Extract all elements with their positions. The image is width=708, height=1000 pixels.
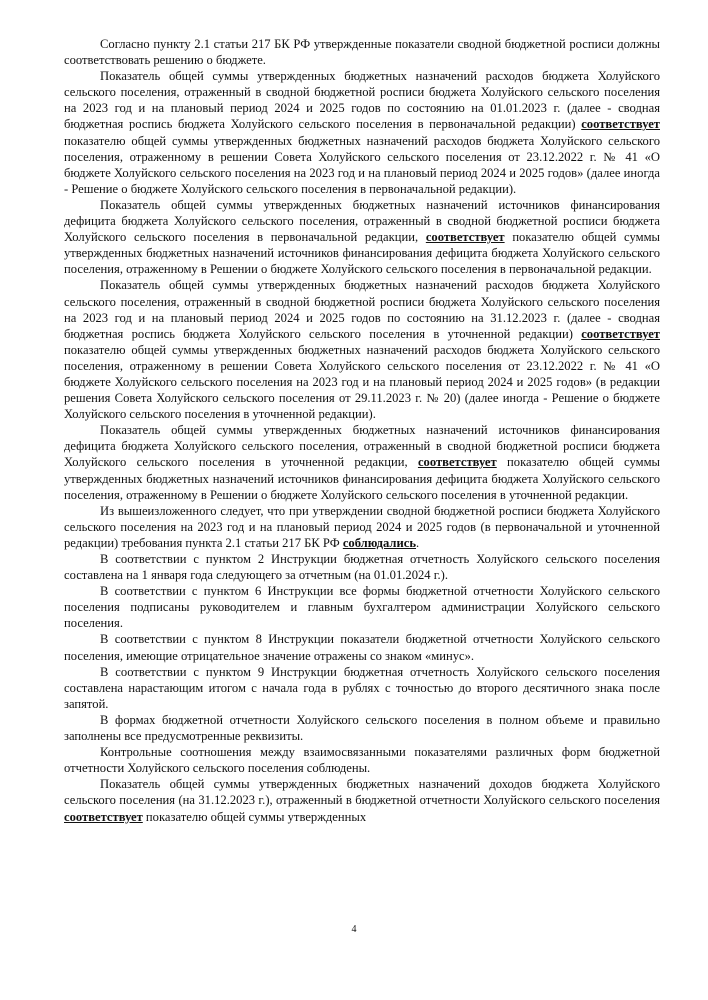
paragraph <box>64 664 660 712</box>
paragraph <box>64 503 660 551</box>
text-run: Показатель общей суммы утвержденных бюджетных назначений источников финансирования дефицита бюджета Холуйского сельского поселения, отраженный в сводной бюджетной росписи бюджета Холуйского сельского поселения в уточненной редакции, <box>64 423 660 470</box>
paragraph <box>64 68 660 197</box>
text-run: Контрольные соотношения между взаимосвязанными показателями различных форм бюджетной отчетности Холуйского сельского поселения соблюдены. <box>64 745 660 776</box>
emphasized-text: соответствует <box>64 809 143 824</box>
paragraph <box>64 744 660 776</box>
document-body <box>64 36 660 825</box>
text-run: В соответствии с пунктом 2 Инструкции бюджетная отчетность Холуйского сельского поселения составлена на 1 января года следующего за отчетным (на 01.01.2024 г.). <box>64 552 660 583</box>
text-run: В соответствии с пунктом 9 Инструкции бюджетная отчетность Холуйского сельского поселения составлена нарастающим итогом с начала года в рублях с точностью до второго десятичного знака после запятой. <box>64 664 660 711</box>
paragraph <box>64 277 660 422</box>
text-run: В формах бюджетной отчетности Холуйского сельского поселения в полном объеме и правильно заполнены все предусмотренные реквизиты. <box>64 712 660 744</box>
paragraph <box>64 631 660 663</box>
text-run: Из вышеизложенного следует, что при утверждении сводной бюджетной росписи бюджета Холуйского сельского поселения на 2023 год и на плановый период 2024 и 2025 годов (в первоначальной и уточненной редакции) требования пункта 2.1 статьи 217 БК РФ <box>64 503 660 550</box>
emphasized-text: соблюдались <box>342 535 417 550</box>
text-run: Показатель общей суммы утвержденных бюджетных назначений расходов бюджета Холуйского сельского поселения, отраженный в сводной бюджетной росписи бюджета Холуйского сельского поселения на 2023 год и на плановый период 2024 и 2025 годов по состоянию на 31.12.2023 г. (далее - сводная бюджетная роспись бюджета Холуйского сельского поселения в уточненной редакции) <box>64 278 660 341</box>
text-run: показателю общей суммы утвержденных бюджетных назначений источников финансирования дефицита бюджета Холуйского сельского поселения, отраженному в Решении о бюджете Холуйского сельского поселения в первоначальной редакции. <box>64 230 660 277</box>
page-number: 4 <box>351 924 357 935</box>
paragraph <box>64 197 660 277</box>
emphasized-text: соответствует <box>581 117 660 132</box>
paragraph <box>64 583 660 631</box>
emphasized-text: соответствует <box>417 455 497 470</box>
text-run: показателю общей суммы утвержденных бюджетных назначений источников финансирования дефицита бюджета Холуйского сельского поселения, отраженному в Решении о бюджете Холуйского сельского поселения в уточненной редакции. <box>64 455 660 502</box>
text-run: Согласно пункту 2.1 статьи 217 БК РФ утвержденные показатели сводной бюджетной росписи должны соответствовать решению о бюджете. <box>64 37 660 68</box>
text-run: В соответствии с пунктом 8 Инструкции показатели бюджетной отчетности Холуйского сельского поселения, имеющие отрицательное значение отражены со знаком «минус». <box>64 632 660 663</box>
text-run: В соответствии с пунктом 6 Инструкции все формы бюджетной отчетности Холуйского сельского поселения подписаны руководителем и главным бухгалтером администрации Холуйского сельского поселения. <box>64 584 660 631</box>
text-run: Показатель общей суммы утвержденных бюджетных назначений доходов бюджета Холуйского сельского поселения (на 31.12.2023 г.), отраженный в бюджетной отчетности Холуйского сельского поселения <box>64 777 660 808</box>
text-run: Показатель общей суммы утвержденных бюджетных назначений источников финансирования дефицита бюджета Холуйского сельского поселения, отраженный в сводной бюджетной росписи бюджета Холуйского сельского поселения в первоначальной редакции, <box>64 197 660 245</box>
paragraph <box>64 36 660 68</box>
paragraph <box>64 422 660 502</box>
text-run: показателю общей суммы утвержденных <box>142 809 367 824</box>
paragraph <box>64 551 660 583</box>
text-run: Показатель общей суммы утвержденных бюджетных назначений расходов бюджета Холуйского сельского поселения, отраженный в сводной бюджетной росписи бюджета Холуйского сельского поселения на 2023 год и на плановый период 2024 и 2025 годов по состоянию на 01.01.2023 г. (далее - сводная бюджетная роспись бюджета Холуйского сельского поселения в первоначальной редакции) <box>64 69 660 132</box>
paragraph <box>64 776 660 824</box>
text-run: показателю общей суммы утвержденных бюджетных назначений расходов бюджета Холуйского сельского поселения, отраженному в решении Совета Холуйского сельского поселения от 23.12.2022 г. № 41 «О бюджете Холуйского сельского поселения на 2023 год и на плановый период 2024 и 2025 годов» (в редакции решения Совета Холуйского сельского поселения от 29.11.2023 г. № 20) (далее иногда - Решение о бюджете Холуйского сельского поселения в уточненной редакции). <box>64 342 660 422</box>
text-run: . <box>416 535 420 550</box>
paragraph <box>64 712 660 744</box>
emphasized-text: соответствует <box>425 230 505 245</box>
text-run: показателю общей суммы утвержденных бюджетных назначений расходов бюджета Холуйского сельского поселения, отраженному в решении Совета Холуйского сельского поселения от 23.12.2022 г. № 41 «О бюджете Холуйского сельского поселения на 2023 год и на плановый период 2024 и 2025 годов» (далее иногда - Решение о бюджете Холуйского сельского поселения в первоначальной редакции). <box>64 133 660 196</box>
emphasized-text: соответствует <box>581 326 660 341</box>
